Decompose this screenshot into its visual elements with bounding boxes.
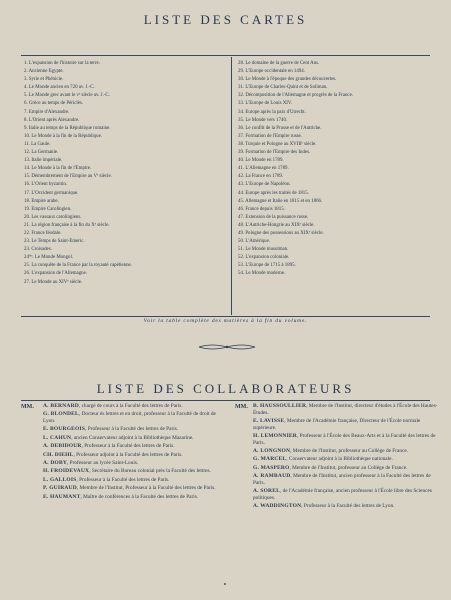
collaborators-left bbox=[43, 403, 229, 502]
map-entry: 2. Ancienne Égypte. bbox=[24, 69, 64, 75]
map-entry: 33. L'Europe de Louis XIV. bbox=[238, 101, 293, 107]
map-entry: 29. L'Europe occidentale en 1494. bbox=[238, 69, 305, 75]
collaborators-right bbox=[253, 403, 439, 511]
map-entry: 48. L'Autriche-Hongrie au XIXᵉ siècle. bbox=[238, 222, 315, 228]
collaborator-entry bbox=[43, 426, 229, 433]
collaborators-title: LISTE DES COLLABORATEURS bbox=[96, 381, 355, 396]
map-entry: 18. Empire arabe. bbox=[24, 198, 59, 204]
map-entry: 41. L'Allemagne en 1789. bbox=[238, 166, 289, 172]
map-entry: 32. Décomposition de l'Allemagne et progrès de la France. bbox=[238, 93, 353, 99]
page-dot bbox=[224, 583, 226, 585]
map-entry: 22. France féodale. bbox=[24, 230, 62, 236]
collaborator-description: , Membre de l'Institut, Professeur à la Faculté des lettres de Paris. bbox=[76, 485, 216, 492]
map-entry: 23. Le Temps de Saint-Émeric. bbox=[24, 239, 85, 245]
collaborator-entry bbox=[253, 448, 439, 455]
collaborator-description: , Membre de l'Institut, ancien professeur à la Faculté des lettres de Paris. bbox=[253, 473, 431, 486]
bottom-rule bbox=[21, 316, 430, 317]
collaborator-entry bbox=[253, 433, 439, 446]
collaborator-entry bbox=[43, 477, 229, 484]
collaborator-description: , chargé de cours à la Faculté des lettres de Paris. bbox=[78, 403, 183, 409]
collaborator-description: , Membre de l'Institut, professeur au Collège de France. bbox=[290, 447, 409, 454]
map-entry: 7. Empire d'Alexandre. bbox=[24, 109, 70, 115]
collaborator-name: H. LEMONNIER bbox=[253, 432, 297, 439]
collaborator-entry bbox=[253, 456, 439, 463]
map-entry: 51. Le Monde musulman. bbox=[238, 247, 289, 253]
map-entry: 43. L'Europe de Napoléon. bbox=[238, 182, 291, 188]
map-entry: 4. Le Monde ancien en 720 av. J.-C. bbox=[24, 85, 95, 91]
collaborators-rule bbox=[21, 400, 430, 401]
map-entry: 31. L'Europe de Charles-Quint et de Soliman. bbox=[238, 85, 328, 91]
map-entry: 47. Extension de la puissance russe. bbox=[238, 214, 309, 220]
collaborator-entry bbox=[43, 435, 229, 442]
map-entry: 54. Le Monde moderne. bbox=[238, 271, 286, 277]
collaborator-entry bbox=[43, 494, 229, 501]
collaborator-description: , Professeur adjoint à la Faculté des lettres de Paris. bbox=[73, 451, 183, 458]
collaborator-description: , Professeur à la Faculté des lettres de Paris. bbox=[81, 443, 175, 450]
collaborator-entry bbox=[253, 503, 439, 510]
collaborator-name: A. SOREL bbox=[253, 488, 280, 495]
map-entry: 1. L'expansion de l'histoire sur la terre. bbox=[24, 61, 100, 66]
map-entry: 16. L'Orient byzantin. bbox=[24, 182, 67, 188]
collaborator-name: E. LAVISSE bbox=[253, 417, 285, 424]
collaborator-description: , Conservateur adjoint à la Bibliothèque nationale. bbox=[286, 456, 393, 463]
collaborator-description: , Secrétaire du Bureau colonial près la Faculté des lettres. bbox=[89, 468, 211, 475]
map-entry: 17. L'Occident germanique. bbox=[24, 190, 79, 196]
map-entry: 38. Turquie et Pologne au XVIIIᵉ siècle. bbox=[238, 141, 317, 147]
map-entry: 27. Le Monde au XIVᵉ siècle. bbox=[24, 279, 83, 285]
collaborator-entry bbox=[43, 411, 229, 424]
collaborator-name: L. GALLOIS bbox=[43, 476, 77, 483]
map-entry: 21. La région française à la fin du Xᵉ siècle. bbox=[24, 222, 110, 228]
collaborator-description: , Membre de l'Académie française, Directeur de l'École normale supérieure. bbox=[253, 417, 421, 431]
collaborator-description: , Membre de l'Institut, professeur au Collège de France. bbox=[289, 464, 408, 471]
ornament-divider bbox=[197, 343, 257, 351]
collaborator-entry bbox=[43, 443, 229, 450]
map-entry: 3. Syrie et Phénicie. bbox=[24, 77, 64, 83]
map-entry: 13. Italie impériale. bbox=[24, 158, 63, 164]
map-entry: 30. Le Monde à l'époque des grandes découvertes. bbox=[238, 77, 337, 83]
collaborator-description: , ancien Conservateur adjoint à la Bibliothèque Mazarine. bbox=[71, 434, 194, 441]
collaborator-name: L. CAHUN bbox=[43, 434, 72, 441]
map-entry: 20. Les vassaux carolingiens. bbox=[24, 214, 82, 220]
collaborator-name: A. DOBY bbox=[43, 459, 68, 466]
collaborator-name: G. BLONDEL bbox=[43, 411, 79, 418]
map-entry: 28. Le domaine de la guerre de Cent Ans. bbox=[238, 61, 320, 66]
collaborator-entry bbox=[43, 485, 229, 492]
collaborator-entry bbox=[253, 488, 439, 501]
collaborator-entry bbox=[43, 460, 229, 467]
map-entry: 19. Empire Carolingien. bbox=[24, 206, 72, 212]
map-entry: 11. La Gaule. bbox=[24, 141, 51, 147]
map-entry: 14. Le Monde à la fin de l'Empire. bbox=[24, 166, 92, 172]
collaborator-entry bbox=[43, 468, 229, 475]
collaborator-description: , Maître de conférences à la Faculté des lettres de Paris. bbox=[80, 493, 199, 500]
collaborator-entry bbox=[253, 418, 439, 431]
map-entry: 49. Pologne des possessions au XIXᵉ siècle. bbox=[238, 230, 324, 236]
map-entry: 37. Formation de l'Empire russe. bbox=[238, 133, 302, 139]
collaborator-name: E. BOURGEOIS bbox=[43, 426, 86, 433]
column-separator bbox=[231, 57, 232, 315]
collaborator-name: A. LONGNON bbox=[253, 447, 291, 454]
collaborator-name: E. HAUMANT bbox=[43, 493, 81, 500]
collaborator-entry bbox=[253, 403, 439, 416]
collaborator-description: , Professeur à la Faculté des lettres de Paris. bbox=[85, 426, 179, 433]
collaborator-name: G. MASPERO bbox=[253, 464, 290, 471]
maps-list-left bbox=[24, 60, 224, 287]
collaborator-description: , Professeur à la Faculté des lettres de Paris. bbox=[76, 476, 170, 483]
collaborator-description: , Membre de l'Institut, directeur d'études à l'École des Hautes-Études. bbox=[253, 403, 438, 416]
collaborator-entry bbox=[253, 465, 439, 472]
map-entry: 44. Europe après les traités de 1815. bbox=[238, 190, 309, 196]
collaborator-name: A. DEBIDOUR bbox=[43, 443, 82, 450]
map-entry: 5. Le Monde grec avant le vᵉ siècle av. J.-C. bbox=[24, 93, 110, 99]
table-note: Voir la table complète des matières à la fin du volume. bbox=[143, 318, 308, 324]
map-entry: 39. Formation de l'Empire des Indes. bbox=[238, 150, 311, 156]
collaborator-name: P. GUIRAUD bbox=[43, 485, 77, 492]
collaborator-name: B. HAUSSOULLIER bbox=[253, 403, 307, 409]
collaborator-name: H. FROIDEVAUX bbox=[43, 468, 90, 475]
collaborator-description: , Professeur au lycée Saint-Louis. bbox=[67, 459, 139, 466]
map-entry: 50. L'Amérique. bbox=[238, 239, 270, 245]
map-entry: 24ᵇⁱˢ. Le Monde Mongol. bbox=[24, 255, 74, 261]
collaborator-description: , Professeur à la Faculté des lettres de Lyon. bbox=[301, 503, 395, 510]
map-entry: 8. L'Orient après Alexandre. bbox=[24, 117, 80, 123]
maps-list-right bbox=[238, 60, 438, 279]
map-entry: 42. La France en 1789. bbox=[238, 174, 284, 180]
mm-label-left: MM. bbox=[21, 404, 34, 410]
map-entry: 23. Croisades. bbox=[24, 247, 52, 253]
map-entry: 9. Italie au temps de la République romaine. bbox=[24, 125, 111, 131]
map-entry: 26. L'expansion de l'Allemagne. bbox=[24, 271, 88, 277]
collaborator-name: CH. DIEHL bbox=[43, 451, 74, 458]
collaborator-entry bbox=[253, 473, 439, 486]
map-entry: 52. L'expansion coloniale. bbox=[238, 255, 290, 261]
collaborator-description: , Professeur à l'École des Beaux-Arts et à la Faculté des lettres de Paris. bbox=[253, 432, 436, 446]
collaborator-entry bbox=[43, 403, 229, 410]
collaborator-name: A. RAMBAUD bbox=[253, 473, 291, 480]
collaborator-description: , Docteur ès lettres et en droit, professeur à la Faculté de droit de Lyon. bbox=[43, 411, 216, 424]
map-entry: 36. Le conflit de la Prusse et de l'Autriche. bbox=[238, 125, 322, 131]
map-entry: 45. Allemagne et Italie en 1815 et en 1866. bbox=[238, 198, 323, 204]
map-entry: 53. L'Europe de 1715 à 1895. bbox=[238, 263, 296, 269]
top-rule bbox=[21, 55, 430, 56]
collaborator-description: , de l'Académie française, ancien professeur à l'École libre des Sciences politiques. bbox=[253, 488, 432, 501]
map-entry: 25. La conquête de la France par la royauté capétienne. bbox=[24, 263, 132, 269]
map-entry: 40. Le Monde en 1789. bbox=[238, 158, 284, 164]
map-entry: 46. France depuis 1815. bbox=[238, 206, 285, 212]
map-entry: 6. Grèce au temps de Périclès. bbox=[24, 101, 84, 107]
map-entry: 35. Le Monde vers 1740. bbox=[238, 117, 288, 123]
collaborator-name: A. WADDINGTON bbox=[253, 503, 302, 510]
collaborator-name: G. MARCEL bbox=[253, 456, 287, 463]
collaborator-name: A. BERNARD bbox=[43, 403, 79, 409]
map-entry: 12. La Germanie. bbox=[24, 150, 59, 156]
map-entry: 15. Démembrement de l'Empire au Vᵉ siècle. bbox=[24, 174, 112, 180]
collaborator-entry bbox=[43, 452, 229, 459]
map-entry: 34. Europe après la paix d'Utrecht. bbox=[238, 109, 306, 115]
map-entry: 10. Le Monde à la fin de la République. bbox=[24, 133, 102, 139]
mm-label-right: MM. bbox=[235, 404, 248, 410]
maps-title: LISTE DES CARTES bbox=[143, 12, 308, 27]
